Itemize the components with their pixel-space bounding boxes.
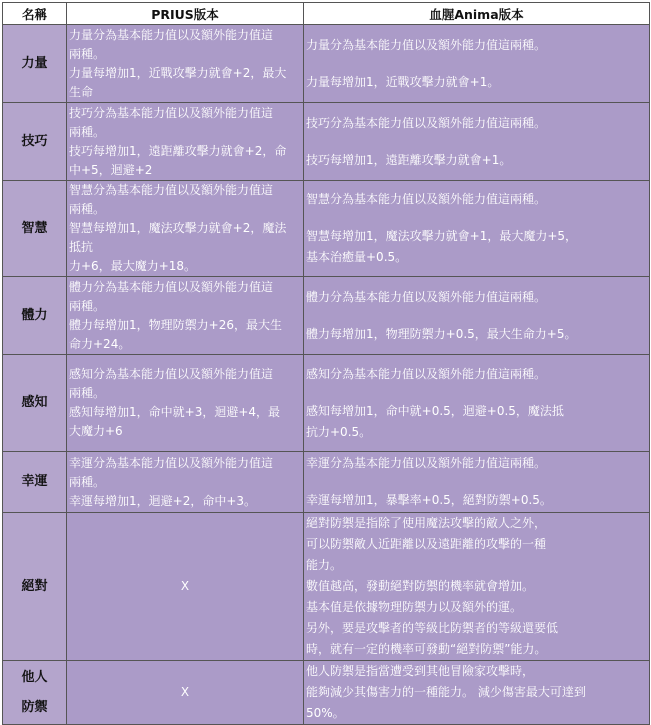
anima-description-cell bbox=[304, 452, 650, 513]
stat-name-cell bbox=[3, 277, 67, 355]
text-line: 幸運每增加1，暴擊率+0.5，絕對防禦+0.5。 bbox=[306, 493, 552, 507]
anima-description-cell bbox=[304, 661, 650, 725]
prius-description-cell bbox=[67, 103, 304, 181]
stat-name-cell bbox=[3, 452, 67, 513]
text-line: 幸運 bbox=[21, 474, 48, 489]
text-line: 智慧 bbox=[21, 220, 48, 236]
anima-description-cell bbox=[304, 513, 650, 661]
text-line: 可以防禦敵人近距離以及遠距離的攻擊的一種 bbox=[306, 537, 547, 551]
text-line: 幸運分為基本能力值以及額外能力值這 bbox=[69, 455, 274, 470]
text-line: 力+6，最大魔力+18。 bbox=[69, 259, 197, 273]
prius-description-cell bbox=[67, 277, 304, 355]
text-line: 他人 bbox=[21, 669, 48, 685]
text-line: 力量每增加1，近戰攻擊力就會+1。 bbox=[306, 74, 500, 89]
text-line: 力量 bbox=[21, 55, 48, 71]
text-line: 基本值是依據物理防禦力以及額外的運。 bbox=[306, 600, 523, 614]
text-line: 絕對 bbox=[21, 578, 48, 594]
text-line: 感知分為基本能力值以及額外能力值這兩種。 bbox=[306, 366, 547, 381]
text-line: 能力。 bbox=[306, 558, 343, 572]
text-line: 力量分為基本能力值以及額外能力值這 bbox=[69, 27, 274, 42]
text-line: 感知分為基本能力值以及額外能力值這 bbox=[69, 367, 274, 381]
text-line: 幸運分為基本能力值以及額外能力值這兩種。 bbox=[306, 456, 547, 470]
text-line: 體力每增加1，物理防禦力+0.5，最大生命力+5。 bbox=[306, 326, 577, 341]
text-line: 體力分為基本能力值以及額外能力值這兩種。 bbox=[306, 289, 547, 304]
prius-description-cell bbox=[67, 452, 304, 513]
text-line: 幸運每增加1，迴避+2，命中+3。 bbox=[69, 493, 257, 508]
stat-name-cell bbox=[3, 661, 67, 725]
text-line: 技巧每增加1，遠距離攻擊力就會+1。 bbox=[306, 152, 512, 167]
text-line: 技巧分為基本能力值以及額外能力值這 bbox=[69, 105, 274, 120]
text-line: 中+5，迴避+2 bbox=[69, 162, 153, 177]
text-line: 兩種。 bbox=[69, 46, 106, 61]
stat-name-cell bbox=[3, 103, 67, 181]
text-line: 50%。 bbox=[306, 706, 345, 720]
prius-description-cell bbox=[67, 661, 304, 725]
text-line: 感知每增加1，命中就+3，迴避+4，最 bbox=[69, 405, 281, 419]
text-line: 力量分為基本能力值以及額外能力值這兩種。 bbox=[306, 37, 547, 52]
line-spacer bbox=[306, 210, 647, 226]
text-line: 生命 bbox=[69, 84, 94, 99]
text-line: 技巧 bbox=[21, 133, 48, 149]
line-spacer bbox=[306, 385, 647, 401]
text-line: 體力每增加1，物理防禦力+26，最大生 bbox=[69, 317, 282, 332]
stat-name-cell bbox=[3, 25, 67, 103]
text-line: 兩種。 bbox=[69, 474, 106, 489]
text-line: 智慧每增加1，魔法攻擊力就會+2，魔法 bbox=[69, 221, 287, 235]
anima-description-cell bbox=[304, 355, 650, 452]
anima-description-cell bbox=[304, 103, 650, 181]
text-line: 體力分為基本能力值以及額外能力值這 bbox=[69, 279, 274, 294]
stat-name-cell bbox=[3, 513, 67, 661]
text-line: 兩種。 bbox=[69, 298, 106, 313]
text-line: 命力+24。 bbox=[69, 336, 131, 351]
stat-row bbox=[3, 661, 650, 725]
text-line: 智慧分為基本能力值以及額外能力值這 bbox=[69, 183, 274, 197]
prius-description-cell bbox=[67, 25, 304, 103]
text-line: 抗力+0.5。 bbox=[306, 424, 372, 439]
text-line: 感知每增加1，命中就+0.5，迴避+0.5，魔法抵 bbox=[306, 403, 564, 418]
text-line: 技巧每增加1，遠距離攻擊力就會+2，命 bbox=[69, 143, 287, 158]
prius-description-cell bbox=[67, 513, 304, 661]
stat-row bbox=[3, 181, 650, 277]
text-line: 兩種。 bbox=[69, 386, 106, 400]
not-applicable-mark: X bbox=[180, 685, 190, 699]
anima-description-cell bbox=[304, 25, 650, 103]
stat-row bbox=[3, 103, 650, 181]
anima-description-cell bbox=[304, 277, 650, 355]
text-line: 能夠減少其傷害力的一種能力。 減少傷害最大可達到 bbox=[306, 685, 586, 699]
text-line: 體力 bbox=[21, 307, 48, 323]
text-line: 防禦 bbox=[21, 699, 48, 715]
stat-row bbox=[3, 277, 650, 355]
text-line: 智慧分為基本能力值以及額外能力值這兩種。 bbox=[306, 192, 547, 206]
text-line: 力量每增加1，近戰攻擊力就會+2，最大 bbox=[69, 65, 287, 80]
line-spacer bbox=[306, 308, 647, 324]
stat-comparison-table bbox=[2, 2, 650, 725]
stat-row bbox=[3, 355, 650, 452]
text-line: 智慧每增加1，魔法攻擊力就會+1，最大魔力+5， bbox=[306, 229, 578, 243]
text-line: 兩種。 bbox=[69, 202, 106, 216]
text-line: 數值越高，發動絕對防禦的機率就會增加。 bbox=[306, 579, 535, 593]
prius-description-cell bbox=[67, 355, 304, 452]
not-applicable-mark: X bbox=[180, 579, 190, 593]
header-anima: 血腥Anima版本 bbox=[304, 3, 650, 25]
text-line: 時，就有一定的機率可發動“絕對防禦”能力。 bbox=[306, 642, 547, 656]
anima-description-cell bbox=[304, 181, 650, 277]
text-line: 大魔力+6 bbox=[69, 424, 123, 438]
stat-row bbox=[3, 25, 650, 103]
text-line: 抵抗 bbox=[69, 240, 94, 254]
header-prius: PRIUS版本 bbox=[67, 3, 304, 25]
stat-row bbox=[3, 513, 650, 661]
line-spacer bbox=[306, 474, 647, 490]
line-spacer bbox=[306, 134, 647, 150]
text-line: 兩種。 bbox=[69, 124, 106, 139]
line-spacer bbox=[306, 56, 647, 72]
text-line: 基本治癒量+0.5。 bbox=[306, 250, 408, 264]
text-line: 他人防禦是指當遭受到其他冒險家攻擊時， bbox=[306, 664, 535, 678]
stat-name-cell bbox=[3, 355, 67, 452]
stat-name-cell bbox=[3, 181, 67, 277]
header-name: 名稱 bbox=[3, 3, 67, 25]
stat-row bbox=[3, 452, 650, 513]
header-row bbox=[3, 3, 650, 25]
text-line: 另外，要是攻擊者的等級比防禦者的等級還要低 bbox=[306, 621, 559, 635]
prius-description-cell bbox=[67, 181, 304, 277]
text-line: 技巧分為基本能力值以及額外能力值這兩種。 bbox=[306, 115, 547, 130]
text-line: 感知 bbox=[21, 395, 48, 410]
text-line: 絕對防禦是指除了使用魔法攻擊的敵人之外， bbox=[306, 516, 547, 530]
